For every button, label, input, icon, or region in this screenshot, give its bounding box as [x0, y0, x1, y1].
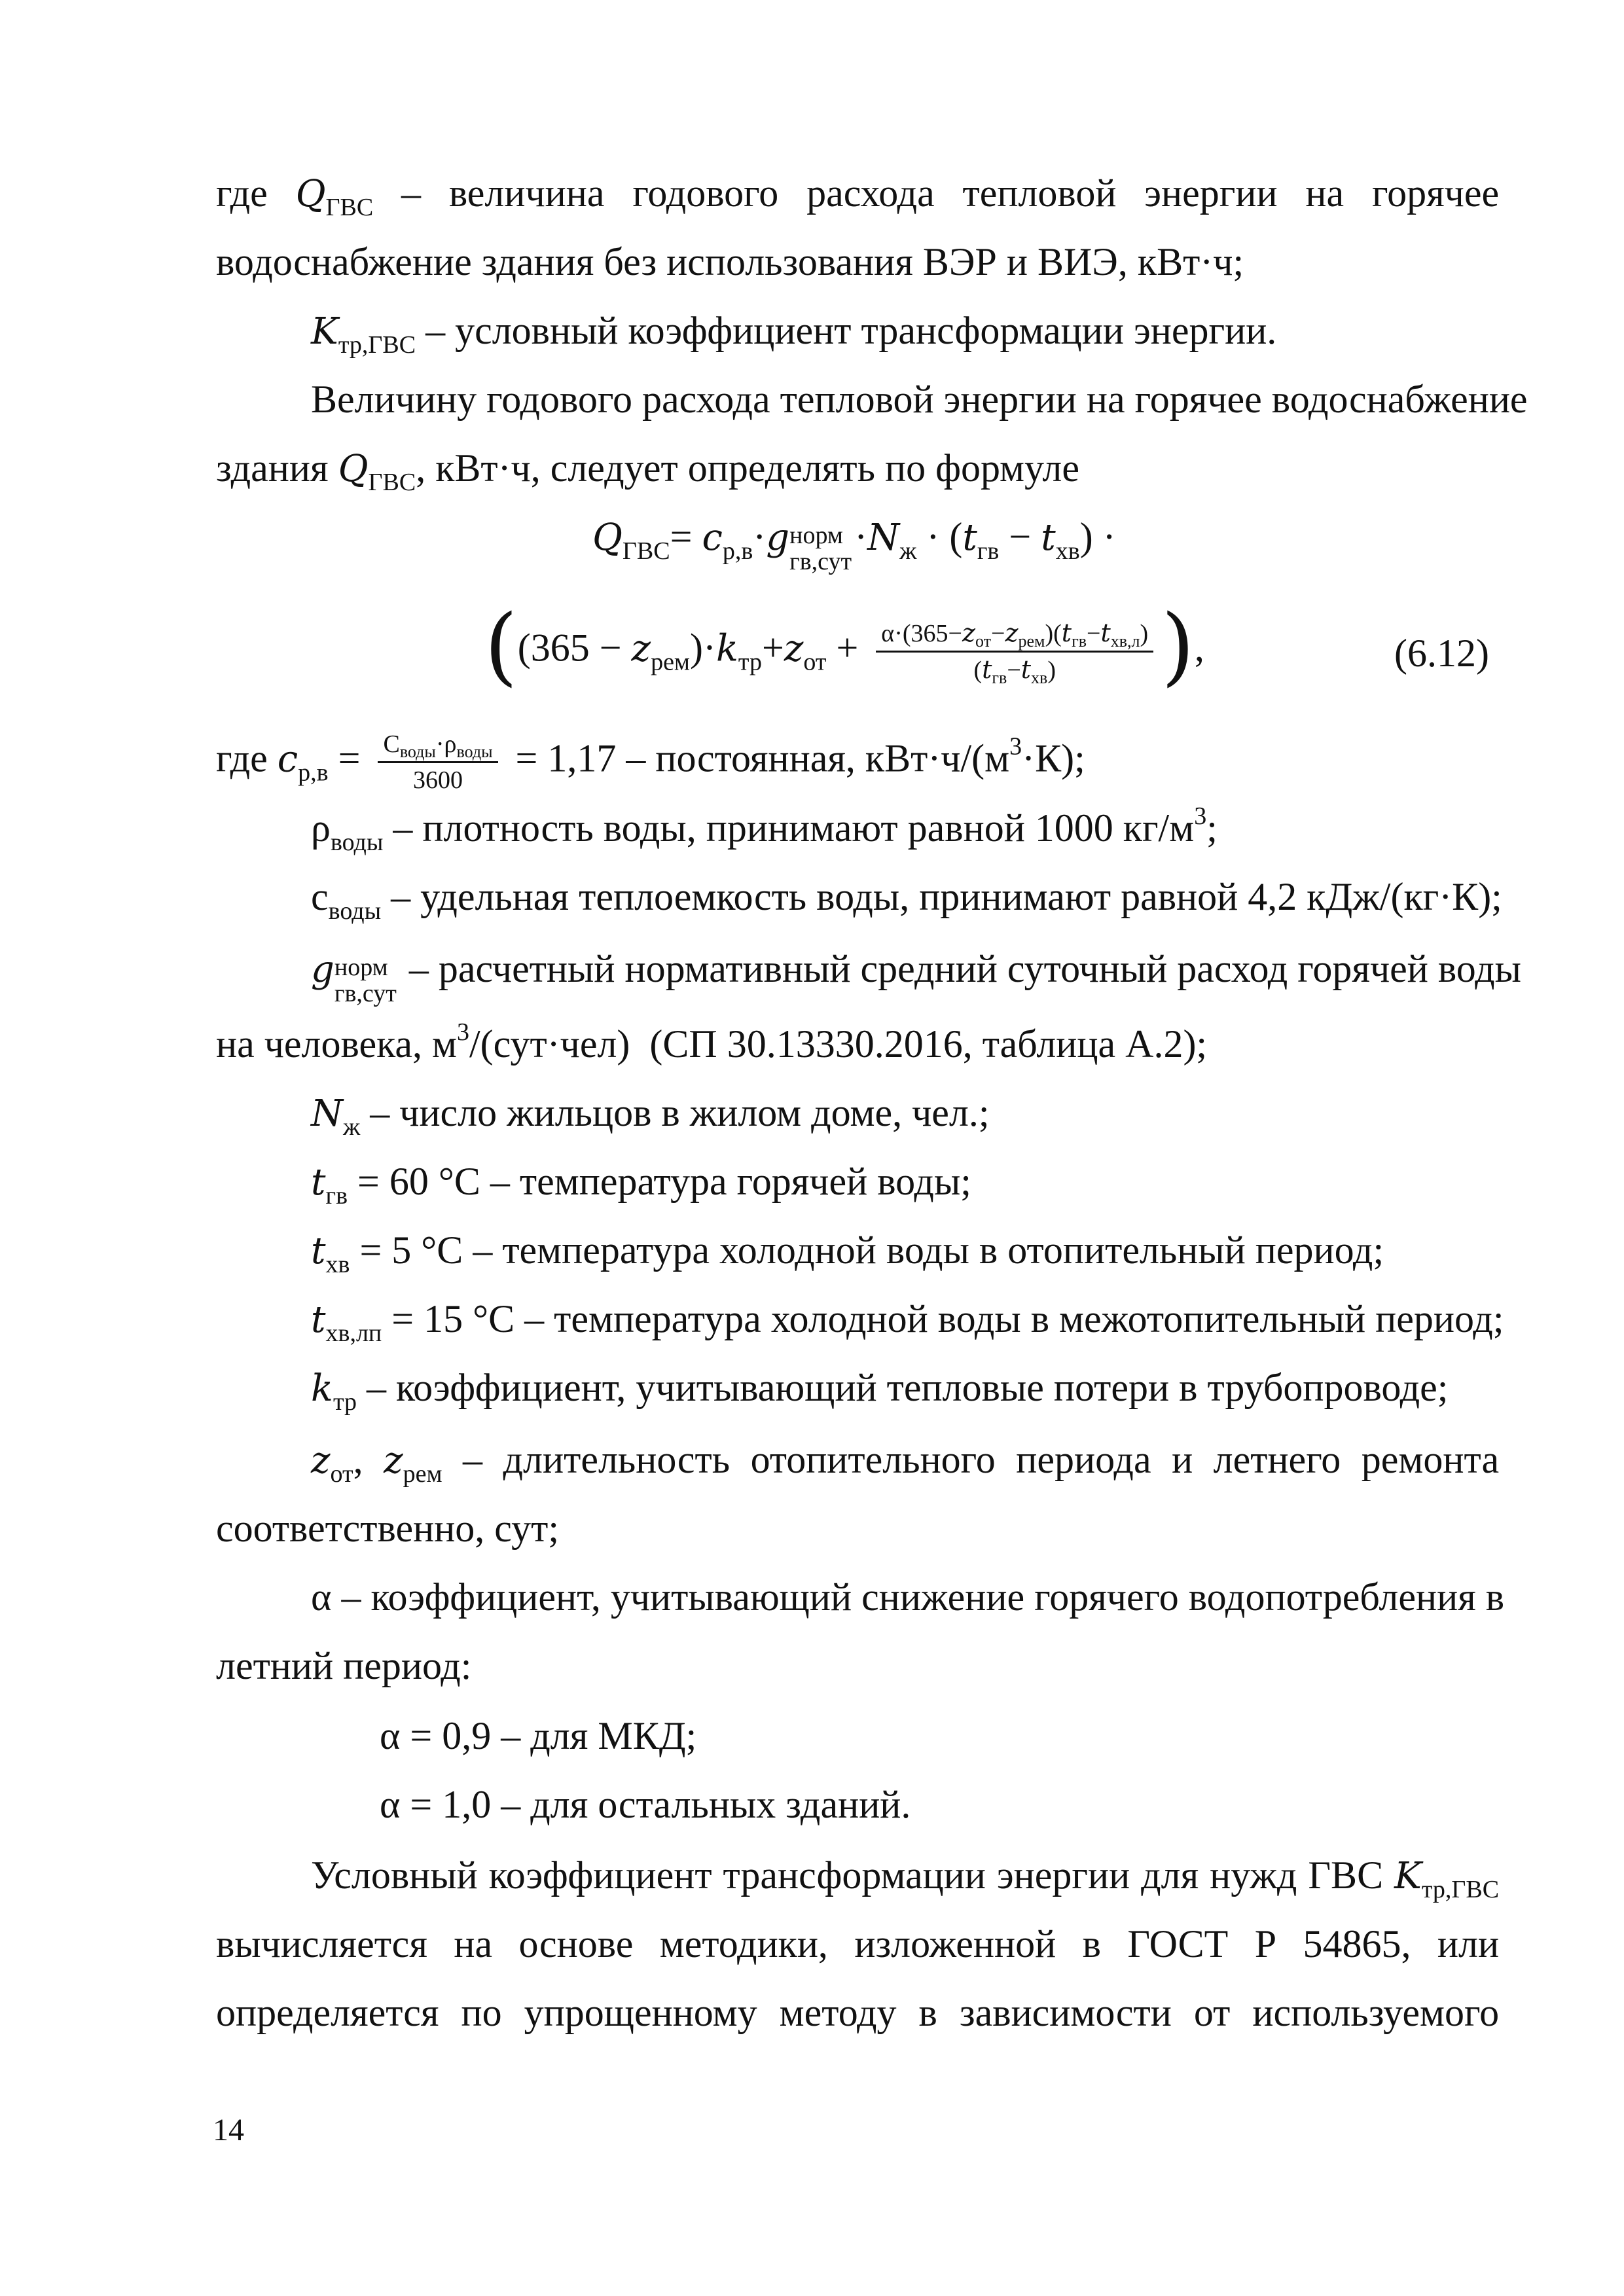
- definition-c-rv: где $c_{р,в}$ = $\frac{С_{воды}\cdot\rho_{воды}}{3600}$ = 1,17 – постоянная, $кВт\cdot ч/(м^3\cdot К)$;: [216, 730, 1085, 794]
- definition-z-cont: соответственно, сут;: [216, 1507, 560, 1550]
- definition-c-water: $с_{воды}$ – удельная теплоемкость воды, принимают равной 4,2 кДж/(кг·К);: [311, 875, 1502, 925]
- formula-line-1: $Q_{ГВС}= c_{р,в}\cdot g$ норм гв,сут $\cdot N_ж \cdot (t_{гв} - t_{хв})$ ·: [592, 515, 1116, 575]
- definition-g-cont: на человека, $м^3/(сут\cdot чел)$ (СП 30.13330.2016, таблица А.2);: [216, 1018, 1208, 1066]
- definition-t-hv: $t_{хв} = 5$ °С – температура холодной воды в отопительный период;: [311, 1229, 1384, 1278]
- equation-number: (6.12): [1394, 632, 1489, 675]
- alpha-value-mkd: α = 0,9 – для МКД;: [380, 1714, 697, 1757]
- definition-n: $N_ж$ – число жильцов в жилом доме, чел.;: [311, 1091, 990, 1141]
- formula-fraction: $\frac{\alpha\cdot(365-z_{от}-z_{рем})(t_{гв}-t_{хв,л})}{(t_{гв}-t_{хв})}$: [876, 619, 1153, 685]
- paragraph-line: где $Q_{ГВС}$ – величина годового расхода тепловой энергии на горячее: [216, 171, 1500, 221]
- paragraph-line: здания $Q_{ГВС}$, кВт·ч, следует определять по формуле: [216, 446, 1079, 496]
- paragraph-line: Величину годового расхода тепловой энергии на горячее водоснабжение: [311, 378, 1528, 421]
- definition-k-tr: $k_{тр}$ – коэффициент, учитывающий тепловые потери в трубопроводе;: [311, 1366, 1449, 1416]
- formula-line-2: ($(365 - z_{рем})\cdot k_{тр}+z_{от}$ + $\frac{\alpha\cdot(365-z_{от}-z_{рем})(t_{гв}-t_{хв,л})}{(t_{гв}-t_{хв})}$ ),: [484, 596, 1204, 696]
- definition-z: $z_{от}$, $z_{рем}$ – длительность отопительного периода и летнего ремонта: [311, 1438, 1500, 1488]
- alpha-value-other: α = 1,0 – для остальных зданий.: [380, 1783, 911, 1826]
- definition-alpha: α – коэффициент, учитывающий снижение горячего водопотребления в: [311, 1575, 1505, 1619]
- definition-alpha-cont: летний период:: [216, 1644, 472, 1687]
- definition-rho: $\rho_{воды}$ – плотность воды, принимают равной 1000 $кг/м^3$;: [311, 802, 1218, 856]
- definition-t-gv: $t_{гв} = 60$ °С – температура горячей воды;: [311, 1160, 971, 1210]
- definition-g: g норм гв,сут – расчетный нормативный средний суточный расход горячей воды: [311, 947, 1521, 1007]
- paragraph-line: определяется по упрощенному методу в зависимости от используемого: [216, 1991, 1500, 2034]
- paragraph-line: вычисляется на основе методики, изложенной в ГОСТ Р 54865, или: [216, 1922, 1500, 1965]
- page-number: 14: [213, 2113, 244, 2147]
- definition-t-hvlp: $t_{хв,лп} = 15$ °С – температура холодной воды в межотопительный период;: [311, 1297, 1504, 1347]
- paragraph-line: водоснабжение здания без использования ВЭР и ВИЭ, кВт·ч;: [216, 240, 1244, 283]
- paragraph-line: Условный коэффициент трансформации энергии для нужд ГВС $K_{тр,ГВС}$: [311, 1854, 1500, 1903]
- definition-k-trgvs: $K_{тр,ГВС}$ – условный коэффициент трансформации энергии.: [311, 309, 1277, 359]
